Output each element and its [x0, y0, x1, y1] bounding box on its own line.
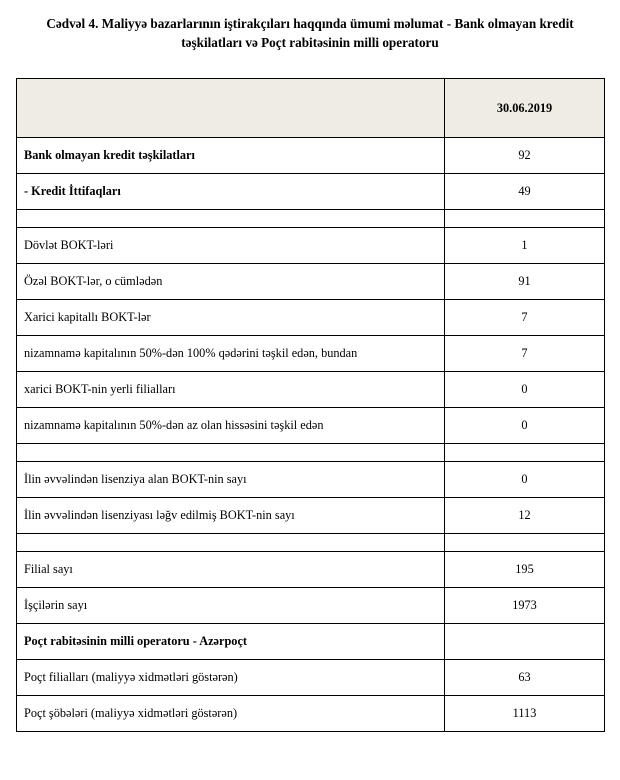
table-row	[17, 588, 605, 624]
table-cell-label	[17, 210, 445, 228]
table-cell-value: 0	[445, 462, 605, 498]
table-row	[17, 174, 605, 210]
table-header-row	[17, 79, 605, 138]
table-cell-label	[17, 534, 445, 552]
data-table	[16, 78, 605, 732]
table-cell-value	[445, 444, 605, 462]
table-cell-value	[445, 624, 605, 660]
table-row	[17, 138, 605, 174]
table-cell-value: 1	[445, 228, 605, 264]
table-cell-label: xarici BOKT-nin yerli filialları	[17, 372, 445, 408]
table-cell-label: Xarici kapitallı BOKT-lər	[17, 300, 445, 336]
table-row	[17, 408, 605, 444]
table-body	[17, 138, 605, 732]
table-row	[17, 372, 605, 408]
table-cell-value: 92	[445, 138, 605, 174]
table-cell-label: İşçilərin sayı	[17, 588, 445, 624]
table-cell-label: Özəl BOKT-lər, o cümlədən	[17, 264, 445, 300]
table-row	[17, 462, 605, 498]
table-row	[17, 660, 605, 696]
table-cell-value: 0	[445, 408, 605, 444]
table-cell-label: Dövlət BOKT-ləri	[17, 228, 445, 264]
table-spacer-row	[17, 534, 605, 552]
table-row	[17, 264, 605, 300]
table-cell-label: - Kredit İttifaqları	[17, 174, 445, 210]
table-cell-value: 7	[445, 336, 605, 372]
table-cell-label: Poçt rabitəsinin milli operatoru - Azərpoçt	[17, 624, 445, 660]
table-spacer-row	[17, 210, 605, 228]
table-cell-value: 49	[445, 174, 605, 210]
table-cell-label: Bank olmayan kredit təşkilatları	[17, 138, 445, 174]
table-cell-label: Filial sayı	[17, 552, 445, 588]
table-row	[17, 624, 605, 660]
table-cell-label: Poçt şöbələri (maliyyə xidmətləri göstərən)	[17, 696, 445, 732]
table-row	[17, 696, 605, 732]
table-cell-value: 0	[445, 372, 605, 408]
column-header-label	[17, 79, 445, 138]
table-cell-label: İlin əvvəlindən lisenziyası ləğv edilmiş BOKT-nin sayı	[17, 498, 445, 534]
table-cell-value: 91	[445, 264, 605, 300]
table-container	[16, 78, 604, 732]
table-cell-label: nizamnamə kapitalının 50%-dən 100% qədərini təşkil edən, bundan	[17, 336, 445, 372]
table-cell-value	[445, 534, 605, 552]
table-cell-value: 1113	[445, 696, 605, 732]
document-page	[0, 14, 620, 780]
table-row	[17, 498, 605, 534]
table-row	[17, 300, 605, 336]
table-cell-value: 195	[445, 552, 605, 588]
table-row	[17, 336, 605, 372]
table-cell-value	[445, 210, 605, 228]
page-title: Cədvəl 4. Maliyyə bazarlarının iştirakçıları haqqında ümumi məlumat - Bank olmayan kredit təşkilatları və Poçt rabitəsinin milli operatoru	[46, 16, 574, 51]
table-spacer-row	[17, 444, 605, 462]
column-header-date: 30.06.2019	[445, 79, 605, 138]
table-cell-label: nizamnamə kapitalının 50%-dən az olan hissəsini təşkil edən	[17, 408, 445, 444]
table-cell-label: Poçt filialları (maliyyə xidmətləri göstərən)	[17, 660, 445, 696]
table-head	[17, 79, 605, 138]
table-row	[17, 228, 605, 264]
table-cell-label: İlin əvvəlindən lisenziya alan BOKT-nin sayı	[17, 462, 445, 498]
table-row	[17, 552, 605, 588]
table-cell-label	[17, 444, 445, 462]
table-cell-value: 1973	[445, 588, 605, 624]
table-cell-value: 63	[445, 660, 605, 696]
table-cell-value: 7	[445, 300, 605, 336]
table-cell-value: 12	[445, 498, 605, 534]
